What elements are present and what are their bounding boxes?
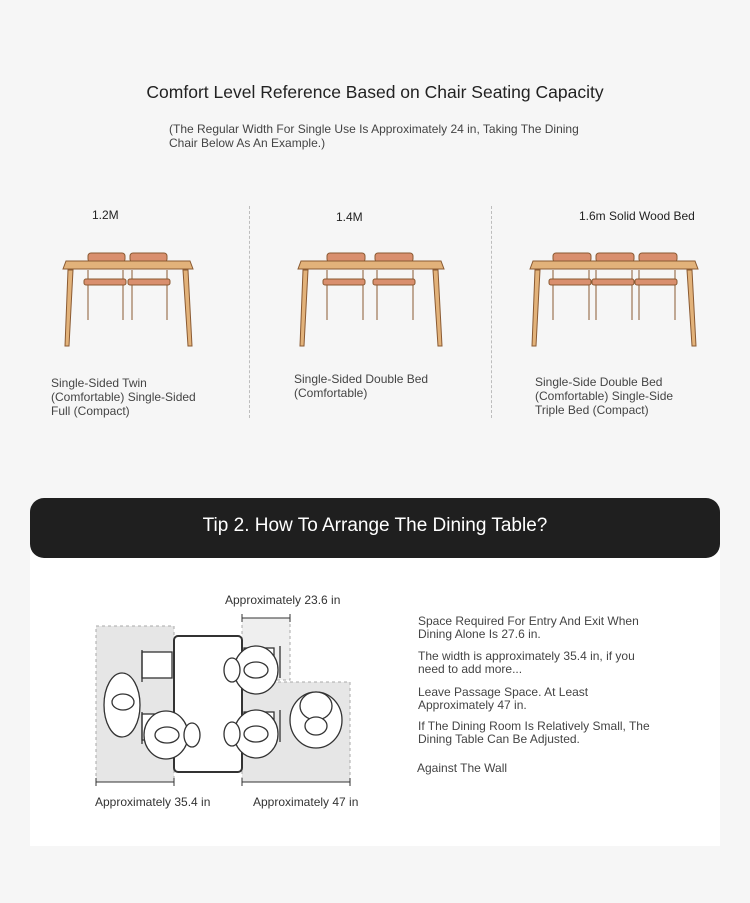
- dining-table-2-chairs-image: [60, 250, 200, 350]
- note-width: The width is approximately 35.4 in, if you need to add more...: [418, 649, 635, 676]
- size-label-1: 1.2M: [92, 208, 119, 222]
- note-passage: Leave Passage Space. At Least Approximately 47 in.: [418, 685, 589, 712]
- dimension-label-bottom-right: Approximately 47 in: [253, 795, 359, 809]
- size-label-2: 1.4M: [336, 210, 363, 224]
- dining-table-3-chairs-image: [527, 250, 701, 350]
- column-divider: [491, 206, 492, 418]
- note-entry-exit: Space Required For Entry And Exit When Dining Alone Is 27.6 in.: [418, 614, 639, 641]
- dimension-label-bottom-left: Approximately 35.4 in: [95, 795, 211, 809]
- dimension-label-top: Approximately 23.6 in: [225, 593, 341, 607]
- tip-banner: [30, 498, 720, 558]
- tip-title: Tip 2. How To Arrange The Dining Table?: [202, 515, 548, 536]
- dining-table-2-chairs-wide-image: [295, 250, 447, 350]
- page-subtitle: (The Regular Width For Single Use Is Approximately 24 in, Taking The Dining Chair Below As An Example.): [169, 122, 579, 150]
- column-divider: [249, 206, 250, 418]
- table-caption-1: Single-Sided Twin (Comfortable) Single-Sided Full (Compact): [51, 376, 196, 418]
- table-caption-2: Single-Sided Double Bed (Comfortable): [294, 372, 429, 400]
- note-against-wall: Against The Wall: [417, 761, 508, 775]
- note-small-room: If The Dining Room Is Relatively Small, The Dining Table Can Be Adjusted.: [418, 719, 650, 746]
- table-caption-3: Single-Side Double Bed (Comfortable) Single-Side Triple Bed (Compact): [535, 375, 674, 417]
- size-label-3: 1.6m Solid Wood Bed: [579, 209, 695, 223]
- page-title: Comfort Level Reference Based on Chair Seating Capacity: [146, 82, 604, 102]
